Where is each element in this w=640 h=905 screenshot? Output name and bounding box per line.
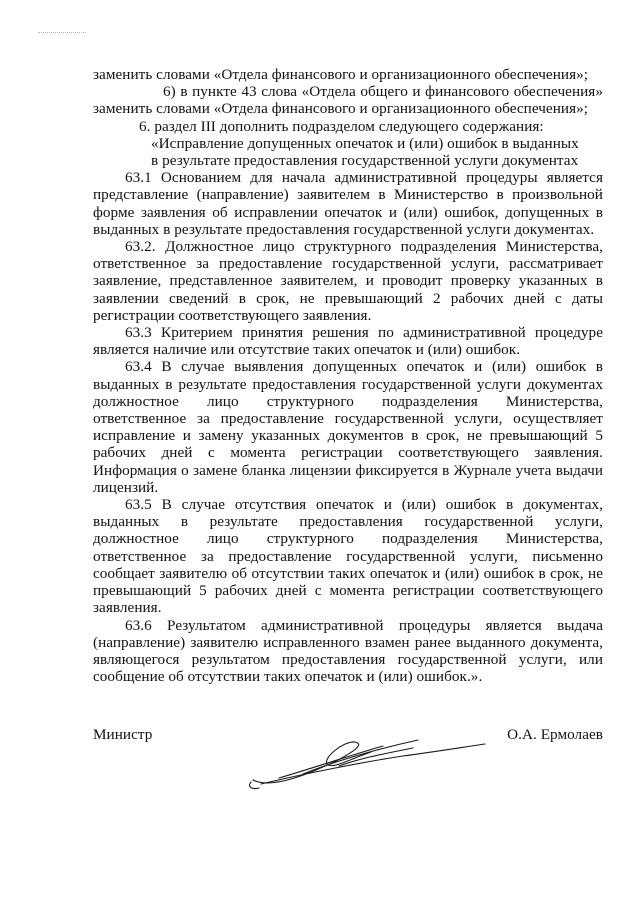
subsection-title-line-2: в результате предоставления государственной услуги документах bbox=[151, 152, 579, 170]
paragraph-63-1: 63.1 Основанием для начала административной процедуры является представление (направление) заявителем в Министерство в произвольной форме заявления об исправлении опечаток и (или) ошибок, допущенных в выданных в результате предоставления государственной услуги документах. bbox=[93, 169, 603, 238]
handwritten-signature bbox=[243, 732, 493, 802]
paragraph-replace-words: заменить словами «Отдела финансового и организационного обеспечения»; bbox=[93, 66, 589, 83]
paragraph-63-6: 63.6 Результатом административной процедуры является выдача (направление) заявителю исправленного взамен ранее выданного документа, являющегося результатом предоставления государственной услуги, или сообщение об отсутствии таких опечаток и (или) ошибок.». bbox=[93, 616, 603, 686]
paragraph-63-3: 63.3 Критерием принятия решения по административной процедуре является наличие или отсутствие таких опечаток и (или) ошибок. bbox=[93, 324, 603, 359]
scan-corner-mark bbox=[38, 32, 86, 35]
paragraph-63-2: 63.2. Должностное лицо структурного подразделения Министерства, ответственное за предоставление государственной услуги, рассматривает заявление, представленное заявителем, и проводит проверку указанных в заявлении сведений в срок, не превышающий 2 рабочих дней с даты регистрации соответствующего заявления. bbox=[93, 238, 603, 324]
signatory-name: О.А. Ермолаев bbox=[507, 726, 603, 743]
signatory-role: Министр bbox=[93, 726, 153, 743]
paragraph-63-4: 63.4 В случае выявления допущенных опечаток и (или) ошибок в выданных в результате предоставления государственной услуги документах должностное лицо структурного подразделения Министерства, ответственное за предоставление государственной услуги, осуществляет исправление и замену указанных документов в срок, не превышающий 5 рабочих дней с момента регистрации соответствующего заявления. Информация о замене бланка лицензии фиксируется в Журнале учета выдачи лицензий. bbox=[93, 358, 603, 496]
paragraph-63-5: 63.5 В случае отсутствия опечаток и (или) ошибок в документах, выданных в результате предоставления государственной услуги, должностное лицо структурного подразделения Министерства, ответственное за предоставление государственной услуги, письменно сообщает заявителю об отсутствии таких опечаток и (или) ошибок в срок, не превышающий 5 рабочих дней с момента регистрации соответствующего заявления. bbox=[93, 496, 603, 617]
subsection-title-line-1: «Исправление допущенных опечаток и (или) ошибок в выданных bbox=[151, 134, 579, 152]
signature-block bbox=[93, 726, 603, 796]
document-body bbox=[93, 66, 603, 685]
paragraph-item-6-point-43: 6) в пункте 43 слова «Отдела общего и финансового обеспечения» заменить словами «Отдела финансового и организационного обеспечения»; bbox=[93, 83, 603, 118]
paragraph-item-6-section-3: 6. раздел III дополнить подразделом следующего содержания: bbox=[139, 117, 544, 135]
